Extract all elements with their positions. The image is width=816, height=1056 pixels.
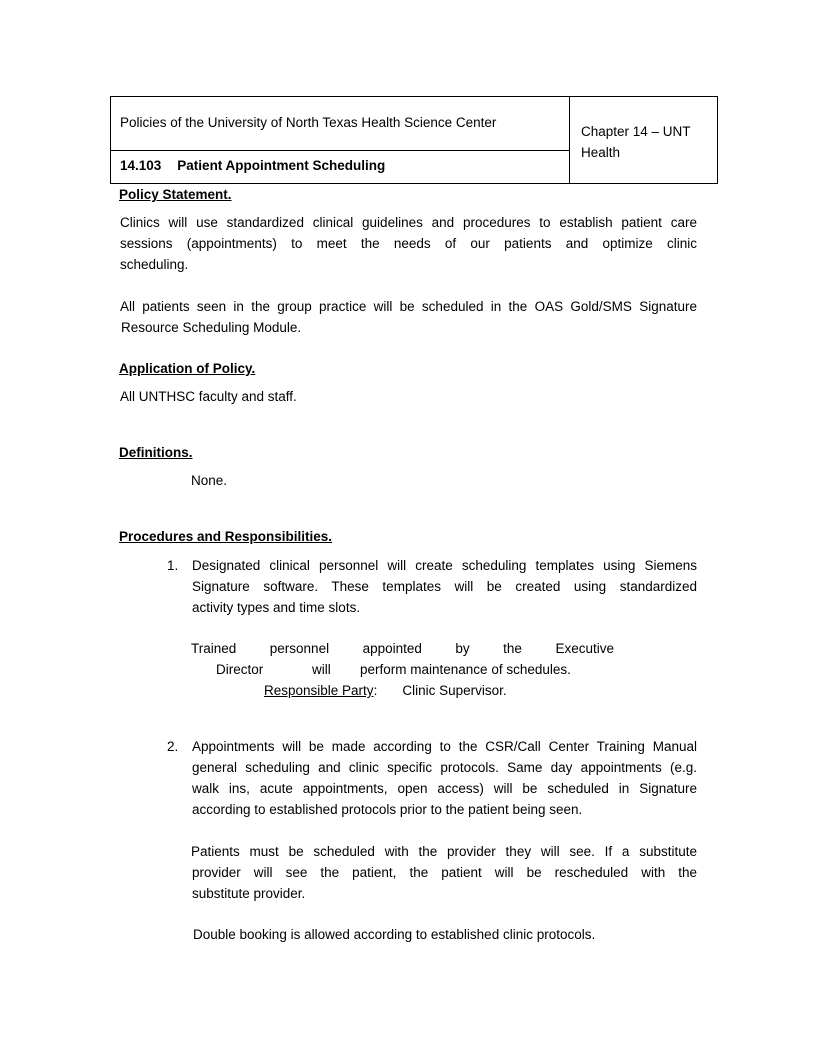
responsible-party-colon: : [373,683,378,698]
procedure-item-2-para-2 [191,841,697,904]
policy-statement-para-1-line-3: scheduling. [120,257,189,272]
procedure-item-1-number: 1. [167,558,179,573]
word: personnel [269,641,330,656]
procedure-item-2-para-2-line-1: Patients must be scheduled with the provider they will see. If a substitute [191,844,697,859]
procedure-item-1-line-1: Designated clinical personnel will create scheduling templates using Siemens [192,558,697,573]
word: appointed [362,641,422,656]
procedure-item-2-line-2: general scheduling and clinic specific protocols. Same day appointments (e.g. [192,760,697,775]
procedure-item-2-line-4: according to established protocols prior to the patient being seen. [192,802,583,817]
policy-number: 14.103 [120,158,162,173]
institution-cell [111,97,570,151]
procedure-item-2-para-2-line-3: substitute provider. [192,886,306,901]
procedure-item-1-sub-line-2-word-1: Director [216,662,264,677]
policy-statement-heading: Policy Statement. [119,187,232,202]
policy-statement-para-2 [120,296,697,338]
chapter-cell [581,121,706,163]
procedure-item-2-para-3: Double booking is allowed according to established clinic protocols. [193,927,596,942]
procedure-item-1-sub-line-2-word-2: will [312,662,331,677]
policy-statement-para-2-line-1: All patients seen in the group practice will be scheduled in the OAS Gold/SMS Signature [120,299,697,314]
procedure-item-2-line-1: Appointments will be made according to the CSR/Call Center Training Manual [192,739,697,754]
word: Executive [555,641,614,656]
responsible-party-value: Clinic Supervisor. [402,683,507,698]
chapter-line-2: Health [581,145,621,160]
institution-name: Policies of the University of North Texas Health Science Center [120,115,497,130]
procedure-item-1-line-3: activity types and time slots. [192,600,361,615]
procedure-item-1-line-2: Signature software. These templates will be created using standardized [192,579,697,594]
responsible-party-label: Responsible Party [264,683,374,698]
responsible-party-line [264,680,507,701]
policy-statement-para-2-line-2: Resource Scheduling Module. [121,320,302,335]
procedure-item-1-text [192,555,697,618]
policy-title-cell [111,151,570,183]
chapter-line-1: Chapter 14 – UNT [581,124,691,139]
procedure-item-2-line-3: walk ins, acute appointments, open access) will be scheduled in Signature [192,781,697,796]
policy-statement-para-1-line-2: sessions (appointments) to meet the needs of our patients and optimize clinic [120,236,697,251]
procedure-item-1-sub-line-2-word-3: perform maintenance of schedules. [360,662,571,677]
word: Trained [191,641,237,656]
definitions-heading: Definitions. [119,445,193,460]
policy-header-table [110,96,718,184]
application-heading: Application of Policy. [119,361,256,376]
procedure-item-2-para-2-line-2: provider will see the patient, the patient will be rescheduled with the [192,865,697,880]
word: by [455,641,470,656]
procedure-item-2-text [192,736,697,820]
procedures-heading: Procedures and Responsibilities. [119,529,333,544]
policy-title: Patient Appointment Scheduling [177,158,386,173]
policy-statement-para-1-line-1: Clinics will use standardized clinical guidelines and procedures to establish patient care [120,215,697,230]
procedure-item-2-number: 2. [167,739,179,754]
word: the [503,641,522,656]
application-text: All UNTHSC faculty and staff. [120,389,297,404]
definitions-text: None. [191,473,228,488]
procedure-item-1-sub-line-1 [191,638,614,659]
policy-statement-para-1 [120,212,697,275]
policy-number-title [120,158,385,173]
